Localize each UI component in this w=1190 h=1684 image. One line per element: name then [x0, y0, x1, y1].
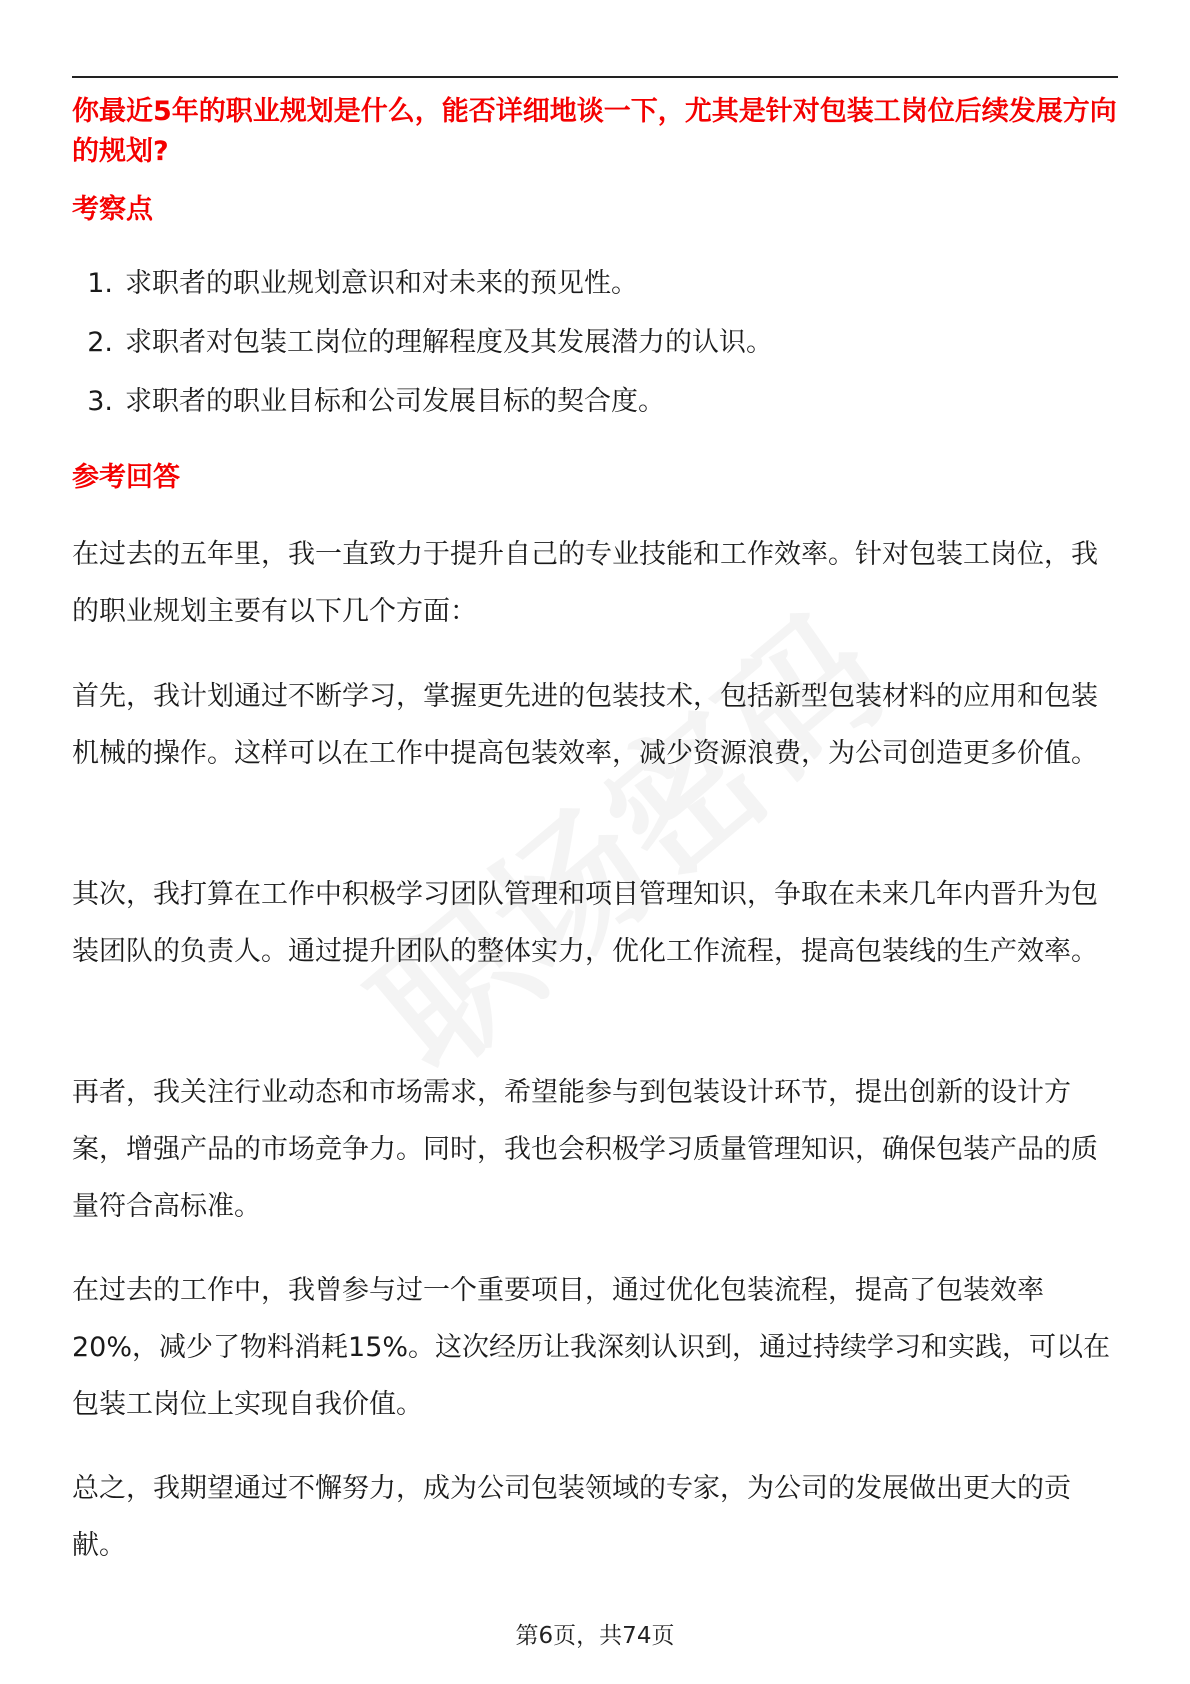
list-item-text: 求职者对包装工岗位的理解程度及其发展潜力的认识。	[125, 327, 773, 358]
list-item-number: 2.	[87, 327, 113, 358]
list-item-number: 1.	[87, 268, 113, 299]
answer-paragraph: 首先，我计划通过不断学习，掌握更先进的包装技术，包括新型包装材料的应用和包装机械的操作。这样可以在工作中提高包装效率，减少资源浪费，为公司创造更多价值。	[72, 681, 1098, 769]
question-heading: 你最近5年的职业规划是什么，能否详细地谈一下，尤其是针对包装工岗位后续发展方向的规划?	[72, 96, 1117, 167]
section-title-examination: 考察点	[72, 194, 153, 225]
list-item-number: 3.	[87, 386, 113, 417]
header-rule	[72, 76, 1118, 78]
answer-paragraph: 在过去的工作中，我曾参与过一个重要项目，通过优化包装流程，提高了包装效率20%，减少了物料消耗15%。这次经历让我深刻认识到，通过持续学习和实践，可以在包装工岗位上实现自我价值。	[72, 1275, 1111, 1420]
list-item	[72, 323, 1118, 363]
list-item	[72, 382, 1118, 422]
list-item-text: 求职者的职业目标和公司发展目标的契合度。	[125, 386, 665, 417]
answer-paragraph: 总之，我期望通过不懈努力，成为公司包装领域的专家，为公司的发展做出更大的贡献。	[72, 1473, 1071, 1561]
answer-paragraph: 在过去的五年里，我一直致力于提升自己的专业技能和工作效率。针对包装工岗位，我的职业规划主要有以下几个方面：	[72, 539, 1098, 627]
answer-paragraph: 再者，我关注行业动态和市场需求，希望能参与到包装设计环节，提出创新的设计方案，增强产品的市场竞争力。同时，我也会积极学习质量管理知识，确保包装产品的质量符合高标准。	[72, 1077, 1098, 1222]
answer-paragraph: 其次，我打算在工作中积极学习团队管理和项目管理知识，争取在未来几年内晋升为包装团队的负责人。通过提升团队的整体实力，优化工作流程，提高包装线的生产效率。	[72, 879, 1098, 967]
page-number-footer: 第6页，共74页	[515, 1623, 675, 1649]
section-title-answer: 参考回答	[72, 462, 180, 493]
list-item-text: 求职者的职业规划意识和对未来的预见性。	[125, 268, 638, 299]
list-item	[72, 264, 1118, 304]
examination-points-list	[72, 264, 1118, 441]
